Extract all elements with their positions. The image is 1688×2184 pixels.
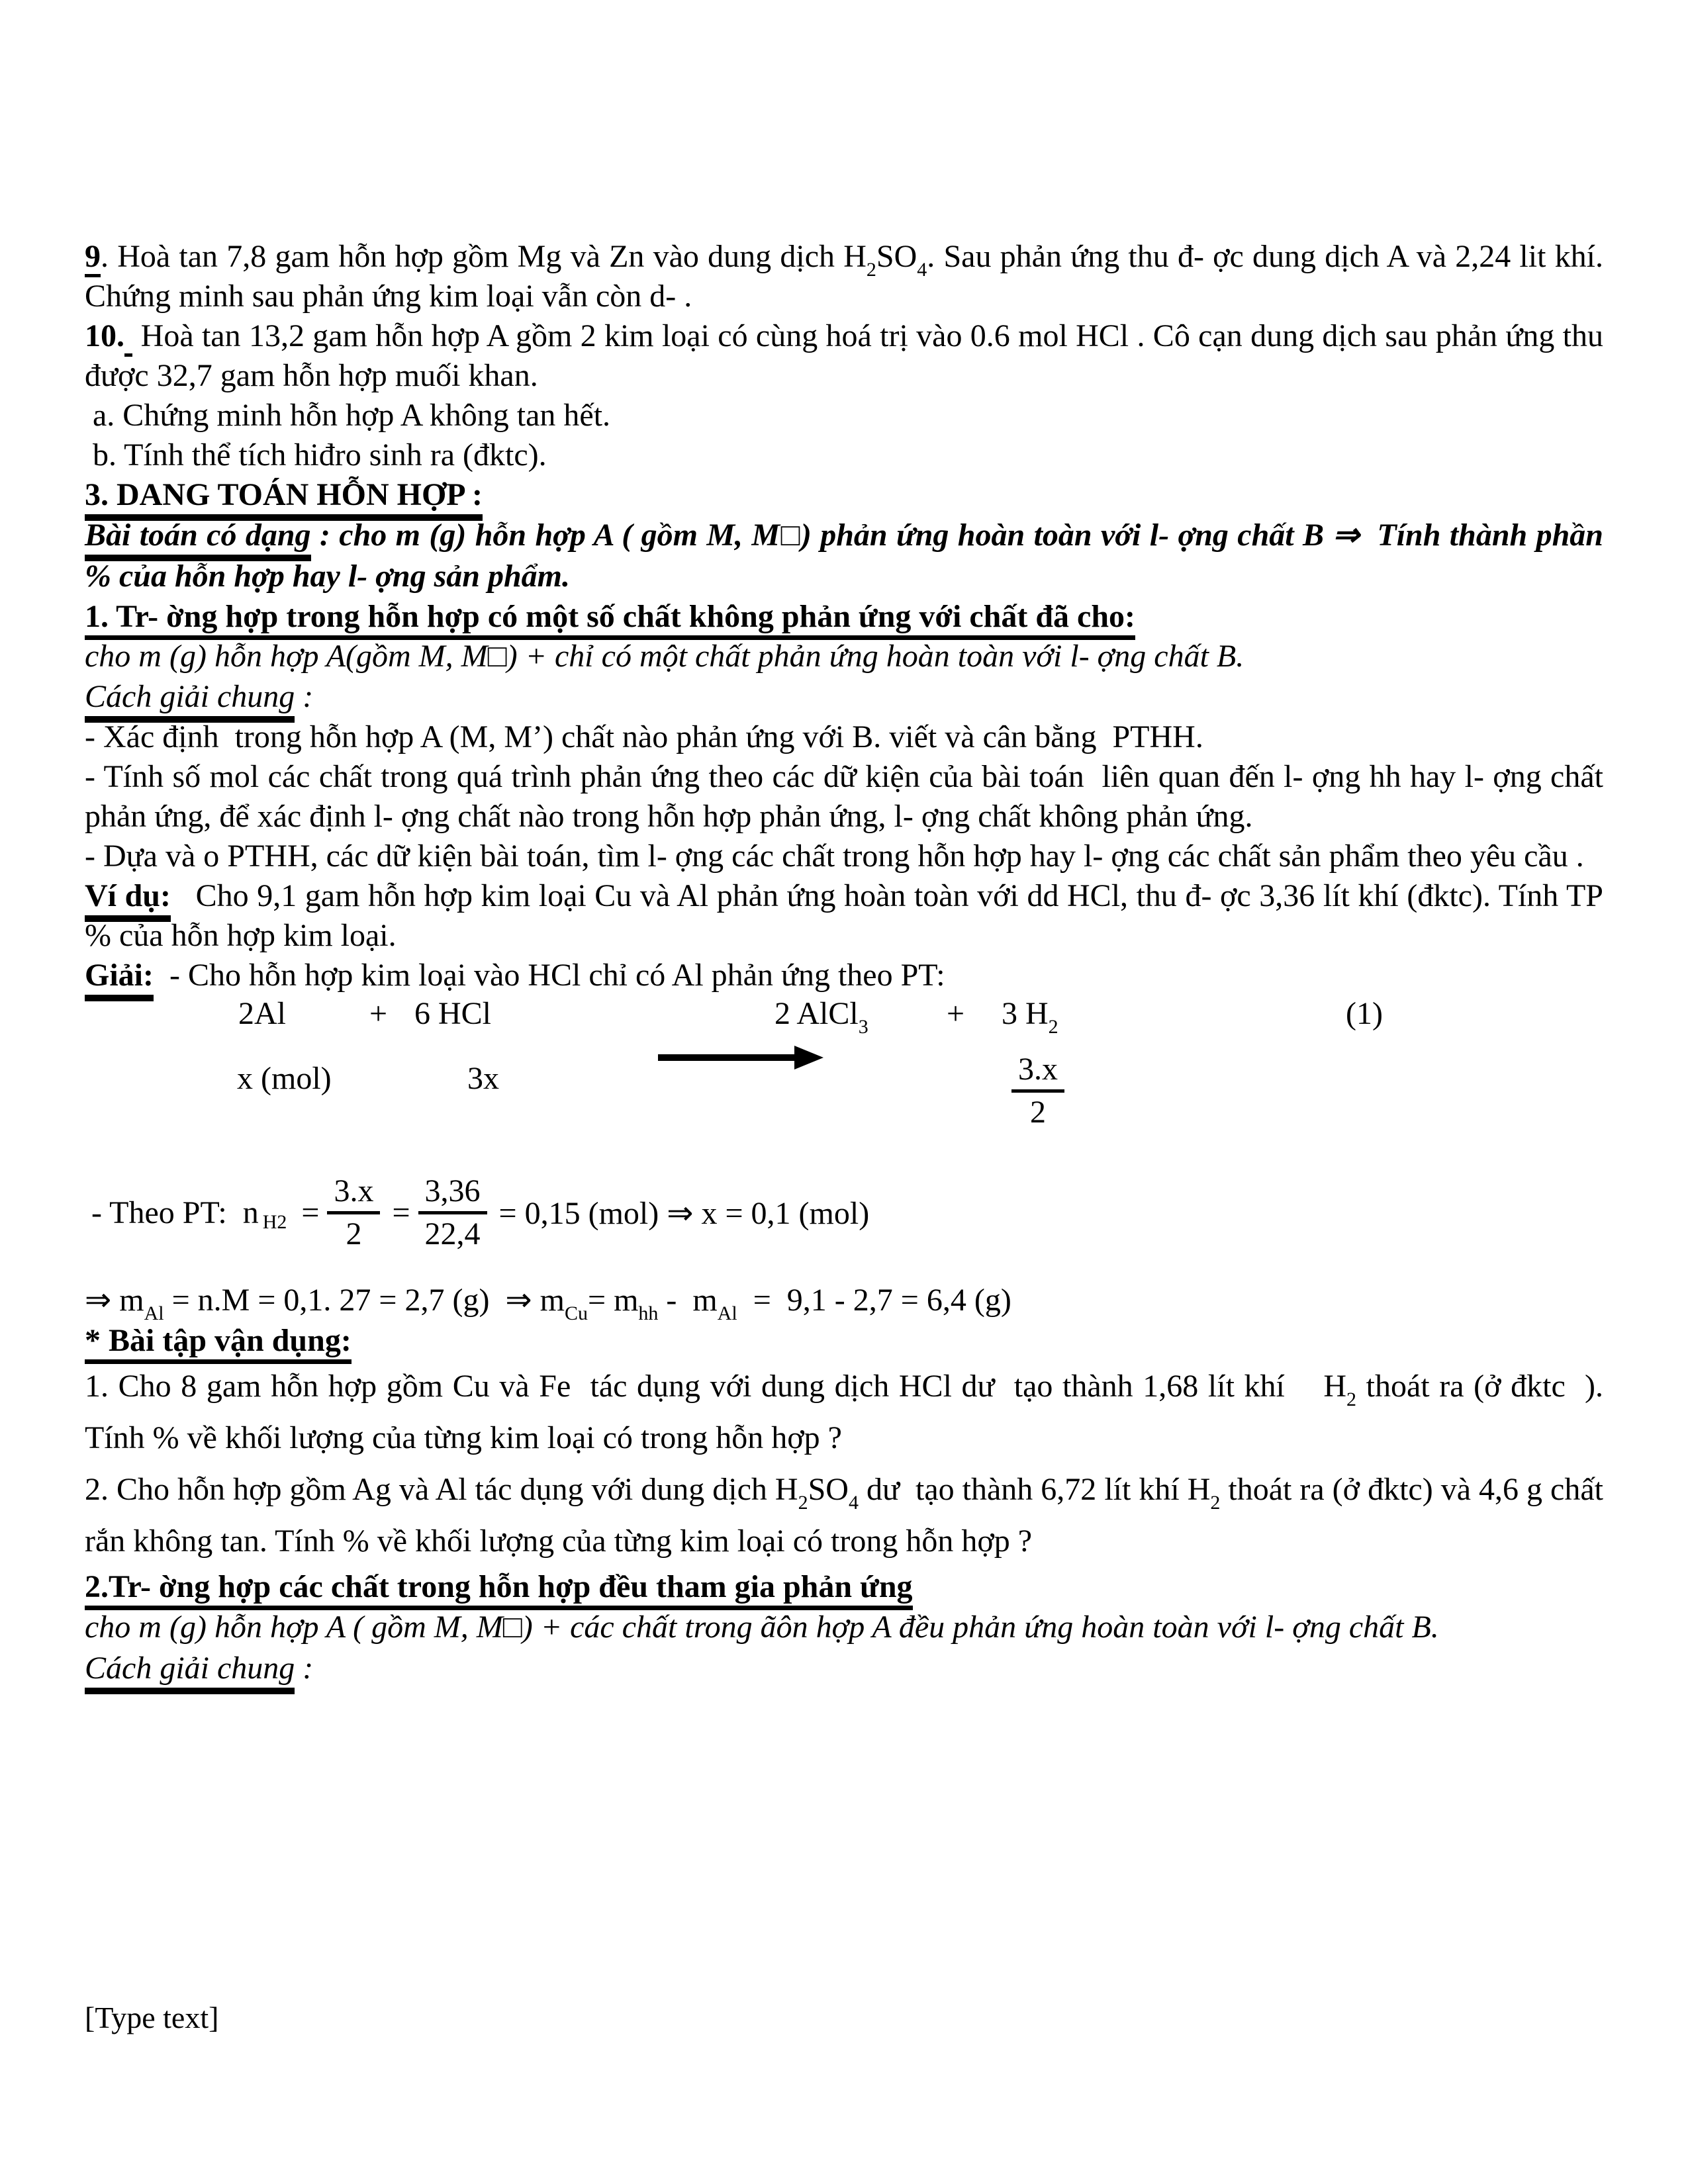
mole-amount-x: x (mol) <box>237 1061 332 1096</box>
practice-heading <box>85 1321 1603 1361</box>
text-run: thoát ra (ở đktc ). Tính % về khối lượng của từng kim loại có trong hỗn hợp ? <box>85 1369 1611 1455</box>
plus-sign: + <box>369 996 388 1031</box>
fraction-denominator: 2 <box>346 1216 362 1251</box>
chemical-equation-block <box>85 995 1603 1324</box>
underlined-space <box>124 318 132 357</box>
document-content <box>85 237 1612 1689</box>
fraction <box>418 1173 487 1253</box>
equals-sign: = <box>301 1195 320 1230</box>
text-run: SO <box>876 239 917 274</box>
problem-9-number: 9 <box>85 239 101 277</box>
reactant-2: 6 HCl <box>414 996 492 1031</box>
text-run: Cho 9,1 gam hỗn hợp kim loại Cu và Al phản ứng hoàn toàn với dd HCl, thu đ- ợc 3,36 lít khí (đktc). Tính TP % của hỗn hợp kim loại. <box>85 878 1612 953</box>
subscript: 2 <box>1048 1016 1058 1038</box>
heading-text: 3. DANG TOÁN HỖN HỢP : <box>85 477 483 521</box>
text-run: - Theo PT: n <box>91 1195 259 1230</box>
subscript: 2 <box>798 1492 808 1514</box>
text-run: 3 H <box>1002 996 1049 1031</box>
text-run: = 0,15 (mol) ⇒ x = 0,1 (mol) <box>498 1195 870 1231</box>
text-run: = m <box>588 1283 639 1318</box>
text-run: 2 AlCl <box>774 996 859 1031</box>
text-run: dư tạo thành 6,72 lít khí H <box>858 1472 1211 1507</box>
product-2 <box>1002 995 1058 1038</box>
fraction-denominator: 22,4 <box>424 1216 481 1251</box>
heading-text: 2.Tr- ờng hợp các chất trong hỗn hợp đều tham gia phản ứng <box>85 1569 913 1610</box>
product-1 <box>774 995 868 1038</box>
subscript: hh <box>638 1302 659 1324</box>
lead-underlined: Bài toán có dạng <box>85 518 311 561</box>
text-run: SO <box>808 1472 849 1507</box>
fraction-denominator: 2 <box>1030 1095 1046 1130</box>
method-1-title <box>85 676 1603 717</box>
text-run: . Hoà tan 7,8 gam hỗn hợp gồm Mg và Zn vào dung dịch H <box>101 239 867 274</box>
fraction-numerator: 3.x <box>327 1173 380 1214</box>
subscript: 4 <box>848 1492 859 1514</box>
page-footer: [Type text] <box>85 2001 219 2034</box>
mole-amount-3x: 3x <box>467 1061 499 1096</box>
example-label: Ví dụ: <box>85 878 171 922</box>
problem-10-part-b: b. Tính thể tích hiđro sinh ra (đktc). <box>85 437 547 473</box>
text-run: 1. Cho 8 gam hỗn hợp gồm Cu và Fe tác dụng với dung dịch HCl dư tạo thành 1,68 lít khí H <box>85 1369 1347 1404</box>
case-2-heading <box>85 1567 1603 1607</box>
text-run: Hoà tan 13,2 gam hỗn hợp A gồm 2 kim loại có cùng hoá trị vào 0.6 mol HCl . Cô cạn dung dịch sau phản ứng thu được 32,7 gam hỗn hợp muối khan. <box>85 318 1612 393</box>
fraction-numerator: 3,36 <box>418 1173 487 1214</box>
problem-9 <box>85 237 1611 316</box>
equals-sign: = <box>392 1195 410 1230</box>
title-underlined: Cách giải chung <box>85 1651 295 1694</box>
case-1-heading <box>85 597 1603 637</box>
fraction-numerator: 3.x <box>1011 1051 1064 1093</box>
exercise-1 <box>85 1361 1611 1464</box>
mole-calculation-line: - Theo PT: n H2 = $\frac{3.x}{2}$ = $\frac{3,36}{22,4}$ = 0,15 (mol) ⇒ x = 0,1 (mol) <box>91 1173 870 1251</box>
lead-rest: : cho m (g) hỗn hợp A ( gồm M, M□) phản ứng hoàn toàn với l- ợng chất B ⇒ Tính thành phần % của hỗn hợp hay l- ợng sản phẩm. <box>85 518 1611 594</box>
heading-text: * Bài tập vận dụng: <box>85 1323 352 1364</box>
case-2-description: cho m (g) hỗn hợp A ( gồm M, M□) + các chất trong ãôn hợp A đều phản ứng hoàn toàn với l- ợng chất B. <box>85 1610 1439 1645</box>
problem-10-part-a: a. Chứng minh hỗn hợp A không tan hết. <box>85 398 611 433</box>
text-run: - Cho hỗn hợp kim loại vào HCl chỉ có Al phản ứng theo PT: <box>154 958 945 993</box>
equation-label: (1) <box>1346 996 1383 1031</box>
problem-type-description <box>85 515 1611 597</box>
exercise-2 <box>85 1464 1612 1567</box>
problem-10 <box>85 316 1612 396</box>
subscript: 2 <box>866 259 876 281</box>
mole-fraction <box>1011 1051 1064 1131</box>
method-step-2: - Tính số mol các chất trong quá trình phản ứng theo các dữ kiện của bài toán liên quan đến l- ợng hh hay l- ợng chất phản ứng, để xác định l- ợng chất nào trong hỗn hợp phản ứng, l- ợng chất không phản ứng. <box>85 759 1611 834</box>
text-run: = 9,1 - 2,7 = 6,4 (g) <box>737 1283 1011 1318</box>
text-run: ⇒ m <box>85 1283 144 1318</box>
subscript: Al <box>144 1302 164 1324</box>
title-underlined: Cách giải chung <box>85 679 295 723</box>
text-run: 2. Cho hỗn hợp gồm Ag và Al tác dụng với dung dịch H <box>85 1472 798 1507</box>
fraction <box>327 1173 380 1253</box>
subscript: Al <box>717 1302 737 1324</box>
reactant-1: 2Al <box>238 996 286 1031</box>
text-run: . Sau phản ứng thu đ- ợc dung dịch A và 2,24 lit khí. Chứng minh sau phản ứng kim loại vẫn còn d- . <box>85 239 1611 314</box>
subscript: 4 <box>917 259 927 281</box>
mass-calculation-line <box>85 1281 1011 1324</box>
example-paragraph <box>85 876 1612 956</box>
problem-10-number: 10. <box>85 318 124 353</box>
method-step-3: - Dựa và o PTHH, các dữ kiện bài toán, tìm l- ợng các chất trong hỗn hợp hay l- ợng các chất sản phẩm theo yêu cầu . <box>85 839 1584 874</box>
method-step-1: - Xác định trong hỗn hợp A (M, M’) chất nào phản ứng với B. viết và cân bằng PTHH. <box>85 719 1203 754</box>
section-3-heading <box>85 475 1603 515</box>
subscript: Cu <box>564 1302 588 1324</box>
title-rest: : <box>295 1651 314 1686</box>
solution-paragraph <box>85 956 1603 995</box>
text-run: thoát ra (ở đktc) và 4,6 g chất rắn không tan. Tính % về khối lượng của từng kim loại có trong hỗn hợp ? <box>85 1472 1612 1559</box>
subscript: 2 <box>1210 1492 1221 1514</box>
heading-text: 1. Tr- ờng hợp trong hỗn hợp có một số chất không phản ứng với chất đã cho: <box>85 599 1135 640</box>
title-rest: : <box>295 679 314 714</box>
subscript: 2 <box>1346 1388 1357 1410</box>
solution-label: Giải: <box>85 958 154 1001</box>
case-1-description: cho m (g) hỗn hợp A(gồm M, M□) + chỉ có một chất phản ứng hoàn toàn với l- ợng chất B. <box>85 639 1244 674</box>
text-run: - m <box>658 1283 718 1318</box>
text-run: = n.M = 0,1. 27 = 2,7 (g) ⇒ m <box>164 1283 565 1318</box>
subscript: 3 <box>858 1016 868 1038</box>
plus-sign: + <box>947 996 965 1031</box>
method-2-title <box>85 1648 1603 1689</box>
